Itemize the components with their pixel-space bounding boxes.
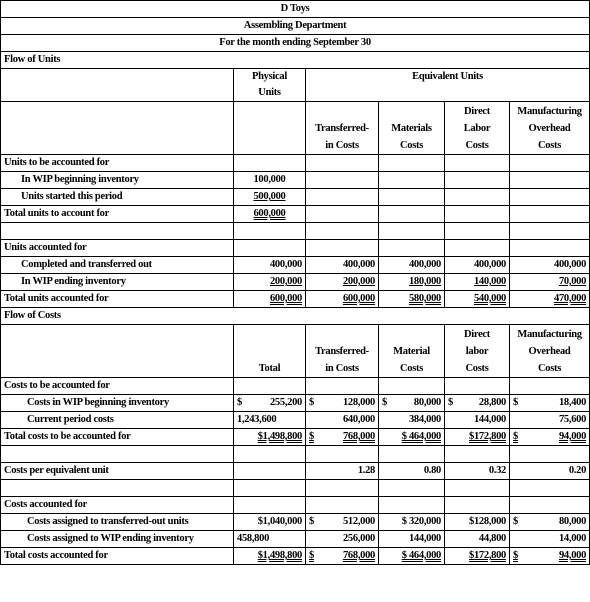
costs-column-header-row	[1, 325, 590, 378]
costs-transferred-label: Costs assigned to transferred-out units	[1, 514, 234, 531]
costs-col-total: Total	[234, 325, 306, 378]
units-col-materials: Materials Costs	[379, 102, 445, 155]
units-col-transferred-in: Transferred- in Costs	[306, 102, 379, 155]
units-end-wip-row	[1, 274, 590, 291]
units-total-accounted-label: Total units accounted for	[1, 291, 234, 308]
units-accounted-label: Units accounted for	[1, 240, 234, 257]
units-spacer-row	[1, 223, 590, 240]
costs-total-accounted-total: $1,498,800	[234, 548, 306, 565]
units-total-accounted-materials: 580,000	[379, 291, 445, 308]
units-completed-materials: 400,000	[379, 257, 445, 274]
costs-end-wip-total: 458,800	[234, 531, 306, 548]
units-total-accounted-transferred-in: 600,000	[306, 291, 379, 308]
header-row-department	[1, 18, 590, 35]
costs-end-wip-labor: 44,800	[445, 531, 510, 548]
units-beg-wip-row	[1, 172, 590, 189]
costs-total-to-account-transferred-in: $ 768,000	[306, 429, 379, 446]
costs-current-label: Current period costs	[1, 412, 234, 429]
costs-total-accounted-labor: $172,800	[445, 548, 510, 565]
costs-transferred-overhead: $ 80,000	[510, 514, 590, 531]
costs-spacer-row-2	[1, 480, 590, 497]
costs-end-wip-material: 144,000	[379, 531, 445, 548]
units-completed-transferred-in: 400,000	[306, 257, 379, 274]
costs-current-row	[1, 412, 590, 429]
units-started-label: Units started this period	[1, 189, 234, 206]
costs-per-unit-overhead: 0.20	[510, 463, 590, 480]
units-end-wip-overhead: 70,000	[510, 274, 590, 291]
units-total-accounted-overhead: 470,000	[510, 291, 590, 308]
units-completed-overhead: 400,000	[510, 257, 590, 274]
costs-to-account-label-row	[1, 378, 590, 395]
costs-per-unit-transferred-in: 1.28	[306, 463, 379, 480]
costs-total-to-account-row	[1, 429, 590, 446]
units-total-accounted-physical: 600,000	[234, 291, 306, 308]
units-to-account-label: Units to be accounted for	[1, 155, 234, 172]
costs-accounted-label: Costs accounted for	[1, 497, 234, 514]
costs-end-wip-overhead: 14,000	[510, 531, 590, 548]
units-total-to-account-value: 600,000	[234, 206, 306, 223]
costs-accounted-label-row	[1, 497, 590, 514]
header-row-period	[1, 35, 590, 52]
costs-total-to-account-total: $1,498,800	[234, 429, 306, 446]
header-row-company	[1, 1, 590, 18]
costs-transferred-labor: $128,000	[445, 514, 510, 531]
units-total-accounted-row	[1, 291, 590, 308]
costs-col-direct-labor: Direct labor Costs	[445, 325, 510, 378]
units-col-overhead: Manufacturing Overhead Costs	[510, 102, 590, 155]
costs-beg-wip-labor: $ 28,800	[445, 395, 510, 412]
costs-current-transferred-in: 640,000	[306, 412, 379, 429]
costs-current-overhead: 75,600	[510, 412, 590, 429]
costs-per-unit-material: 0.80	[379, 463, 445, 480]
costs-transferred-transferred-in: $ 512,000	[306, 514, 379, 531]
costs-total-accounted-overhead: $ 94,000	[510, 548, 590, 565]
company-name: D Toys	[1, 1, 590, 18]
costs-per-unit-label: Costs per equivalent unit	[1, 463, 234, 480]
units-total-accounted-labor: 540,000	[445, 291, 510, 308]
costs-beg-wip-row	[1, 395, 590, 412]
units-beg-wip-value: 100,000	[234, 172, 306, 189]
costs-col-material: Material Costs	[379, 325, 445, 378]
units-end-wip-physical: 200,000	[234, 274, 306, 291]
costs-to-account-label: Costs to be accounted for	[1, 378, 234, 395]
costs-total-accounted-label: Total costs accounted for	[1, 548, 234, 565]
units-completed-label: Completed and transferred out	[1, 257, 234, 274]
costs-transferred-material: $ 320,000	[379, 514, 445, 531]
units-completed-labor: 400,000	[445, 257, 510, 274]
units-header-row-1	[1, 69, 590, 86]
costs-total-accounted-material: $ 464,000	[379, 548, 445, 565]
costs-end-wip-transferred-in: 256,000	[306, 531, 379, 548]
costs-beg-wip-overhead: $ 18,400	[510, 395, 590, 412]
units-completed-row	[1, 257, 590, 274]
units-end-wip-materials: 180,000	[379, 274, 445, 291]
costs-total-to-account-overhead: $ 94,000	[510, 429, 590, 446]
section-title-costs: Flow of Costs	[1, 308, 590, 325]
costs-beg-wip-material: $ 80,000	[379, 395, 445, 412]
physical-units-header-line2: Units	[234, 85, 306, 102]
costs-per-unit-row	[1, 463, 590, 480]
costs-per-unit-labor: 0.32	[445, 463, 510, 480]
units-end-wip-labor: 140,000	[445, 274, 510, 291]
units-accounted-label-row	[1, 240, 590, 257]
costs-current-material: 384,000	[379, 412, 445, 429]
costs-end-wip-row	[1, 531, 590, 548]
costs-spacer-row-1	[1, 446, 590, 463]
costs-total-to-account-label: Total costs to be accounted for	[1, 429, 234, 446]
section-row-units	[1, 52, 590, 69]
physical-units-header: Physical	[234, 69, 306, 86]
costs-col-overhead: Manufacturing Overhead Costs	[510, 325, 590, 378]
costs-transferred-row	[1, 514, 590, 531]
units-beg-wip-label: In WIP beginning inventory	[1, 172, 234, 189]
costs-current-labor: 144,000	[445, 412, 510, 429]
costs-total-to-account-material: $ 464,000	[379, 429, 445, 446]
costs-transferred-total: $1,040,000	[234, 514, 306, 531]
units-total-to-account-label: Total units to account for	[1, 206, 234, 223]
section-row-costs	[1, 308, 590, 325]
units-completed-physical: 400,000	[234, 257, 306, 274]
costs-total-to-account-labor: $172,800	[445, 429, 510, 446]
costs-beg-wip-label: Costs in WIP beginning inventory	[1, 395, 234, 412]
units-total-to-account-row	[1, 206, 590, 223]
department-name: Assembling Department	[1, 18, 590, 35]
report-period: For the month ending September 30	[1, 35, 590, 52]
units-to-account-label-row	[1, 155, 590, 172]
equivalent-units-header: Equivalent Units	[306, 69, 590, 86]
costs-beg-wip-total: $ 255,200	[234, 395, 306, 412]
units-end-wip-label: In WIP ending inventory	[1, 274, 234, 291]
costs-col-transferred-in: Transferred- in Costs	[306, 325, 379, 378]
costs-end-wip-label: Costs assigned to WIP ending inventory	[1, 531, 234, 548]
costs-beg-wip-transferred-in: $ 128,000	[306, 395, 379, 412]
units-col-direct-labor: Direct Labor Costs	[445, 102, 510, 155]
units-column-header-row	[1, 102, 590, 155]
units-end-wip-transferred-in: 200,000	[306, 274, 379, 291]
units-header-row-2	[1, 85, 590, 102]
costs-current-total: 1,243,600	[234, 412, 306, 429]
units-started-value: 500,000	[234, 189, 306, 206]
section-title-units: Flow of Units	[1, 52, 590, 69]
units-started-row	[1, 189, 590, 206]
costs-total-accounted-row	[1, 548, 590, 565]
costs-total-accounted-transferred-in: $ 768,000	[306, 548, 379, 565]
